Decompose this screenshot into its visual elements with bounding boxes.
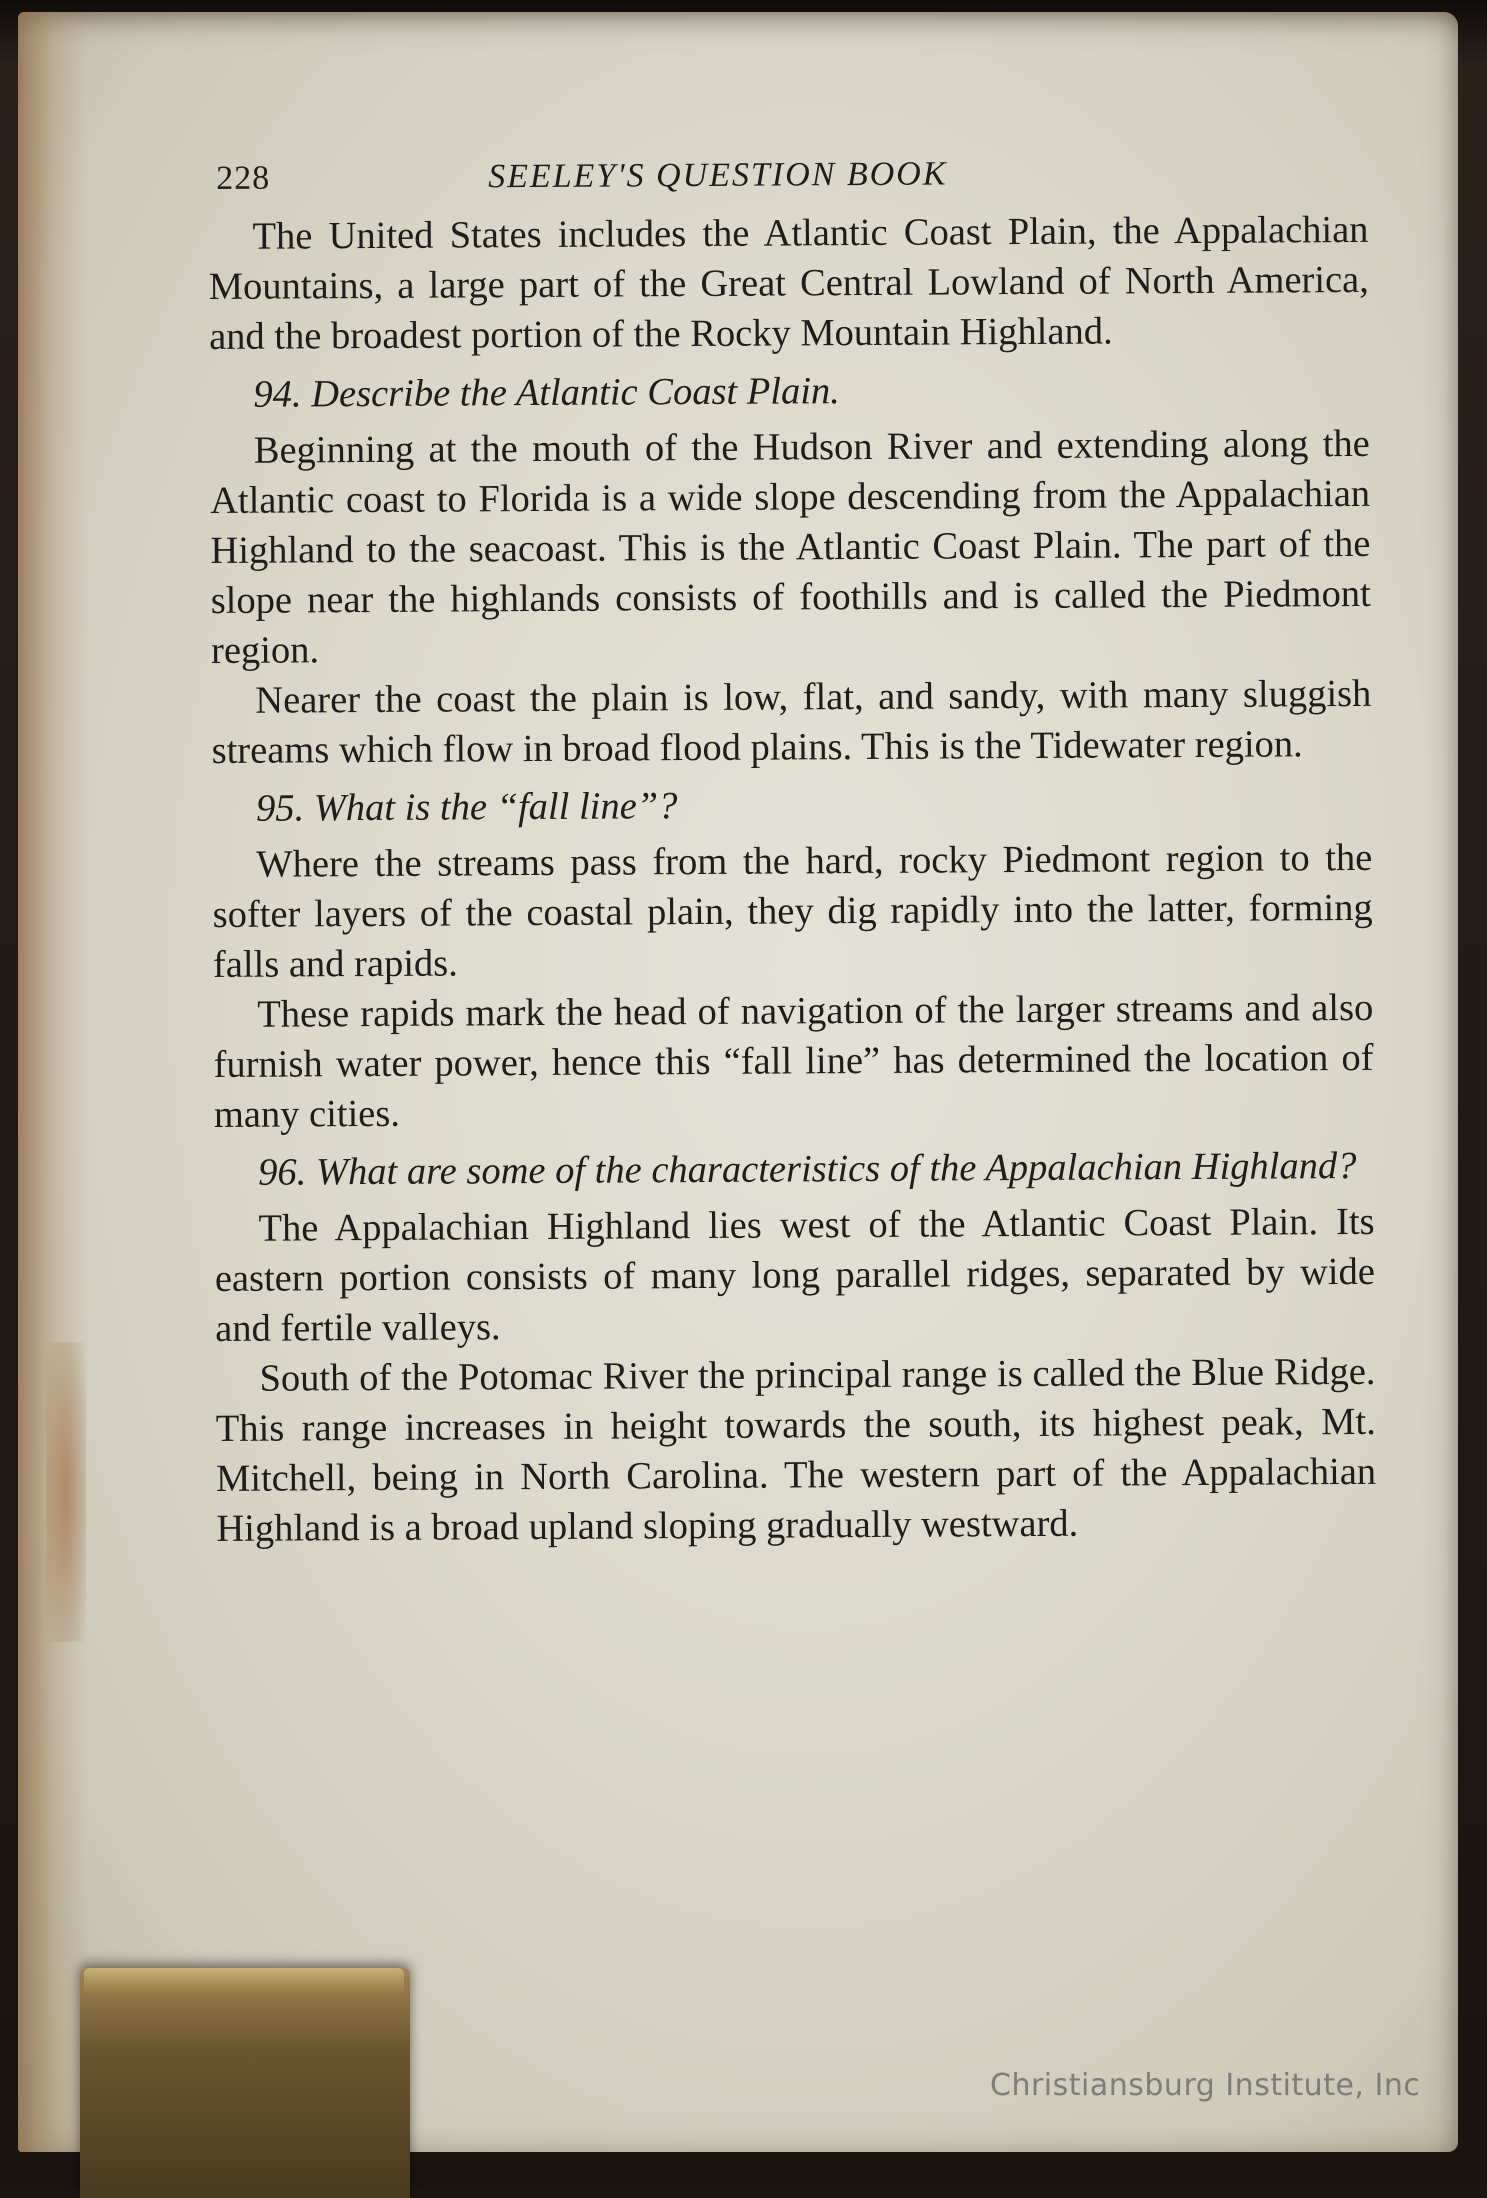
answer-95-paragraph-2: These rapids mark the head of navigation of the larger streams and also furnish water power, hence this “fall line” has determined the location of many cities. [213, 986, 1374, 1136]
answer-94-paragraph-1: Beginning at the mouth of the Hudson River and extending along the Atlantic coast to Florida is a wide slope descending from the Appalachian Highland to the seacoast. This is the Atlantic Coast Plain. The part of the slope near the highlands consists of foothills and is called the Piedmont region. [210, 422, 1371, 672]
bookmark-tab-edge [84, 1968, 404, 1996]
question-96: 96. What are some of the characteristics of the Appalachian Highland? [258, 1145, 1357, 1194]
answer-96-paragraph-1: The Appalachian Highland lies west of the Atlantic Coast Plain. Its eastern portion consists of many long parallel ridges, separated by wide and fertile valleys. [214, 1200, 1375, 1350]
question-95: 95. What is the “fall line”? [255, 785, 678, 830]
page-stain [46, 1342, 86, 1642]
page-content [208, 145, 1377, 1554]
page-number: 228 [216, 159, 271, 197]
answer-94-paragraph-2: Nearer the coast the plain is low, flat, and sandy, with many sluggish streams which flow in broad flood plains. This is the Tidewater region. [211, 672, 1372, 772]
answer-96-paragraph-2: South of the Potomac River the principal range is called the Blue Ridge. This range increases in height towards the south, its highest peak, Mt. Mitchell, being in North Carolina. The western part of the Appalachian Highland is a broad upland sloping gradually westward. [215, 1350, 1377, 1550]
intro-paragraph: The United States includes the Atlantic Coast Plain, the Appalachian Mountains, a large part of the Great Central Lowland of North America, and the broadest portion of the Rocky Mountain Highland. [208, 208, 1369, 358]
running-head [208, 145, 1368, 212]
book-title: SEELEY'S QUESTION BOOK [488, 155, 948, 196]
bookmark-tab [80, 1968, 410, 2198]
answer-95-paragraph-1: Where the streams pass from the hard, rocky Piedmont region to the softer layers of the coastal plain, they dig rapidly into the latter, forming falls and rapids. [212, 836, 1373, 986]
watermark: Christiansburg Institute, Inc [990, 2068, 1421, 2103]
question-94: 94. Describe the Atlantic Coast Plain. [253, 370, 840, 416]
book-page [18, 12, 1458, 2152]
gutter-shading [18, 12, 88, 2152]
